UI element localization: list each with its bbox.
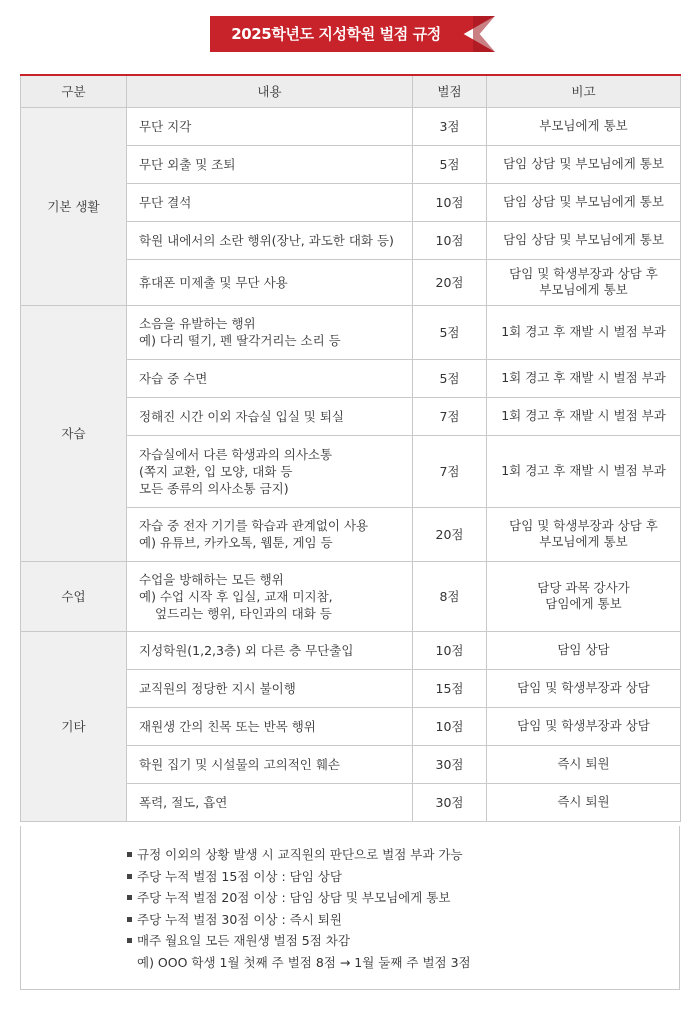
rule-content-line: 예) 수업 시작 후 입실, 교재 미지참, [139,588,333,604]
rule-content: 학원 집기 및 시설물의 고의적인 훼손 [127,745,413,783]
rule-content: 정해진 시간 이외 자습실 입실 및 퇴실 [127,397,413,435]
table-row [21,631,681,669]
header-category: 구분 [21,75,127,107]
rule-points: 10점 [413,183,487,221]
rule-points: 7점 [413,397,487,435]
square-bullet-icon [127,874,132,879]
rule-points: 5점 [413,305,487,359]
header-remarks: 비고 [487,75,681,107]
rule-content: 지성학원(1,2,3층) 외 다른 층 무단출입 [127,631,413,669]
rule-remarks: 부모님에게 통보 [487,107,681,145]
note-text: 규정 이외의 상황 발생 시 교직원의 판단으로 벌점 부과 가능 [137,847,463,862]
rule-content: 무단 지각 [127,107,413,145]
rule-points: 30점 [413,783,487,821]
rule-remarks: 담임 및 학생부장과 상담 [487,669,681,707]
rule-points: 5점 [413,145,487,183]
note-item [127,866,471,888]
title-ribbon [210,16,495,52]
rule-content-cell [127,507,413,561]
note-item [127,909,471,931]
note-item [127,844,471,866]
rule-remarks: 담임 및 학생부장과 상담 [487,707,681,745]
rule-points: 10점 [413,707,487,745]
header-content: 내용 [127,75,413,107]
rule-points: 8점 [413,561,487,631]
rule-remarks: 즉시 퇴원 [487,745,681,783]
square-bullet-icon [127,895,132,900]
rule-remarks: 담임 상담 및 부모님에게 통보 [487,221,681,259]
rule-content: 폭력, 절도, 흡연 [127,783,413,821]
rule-content-cell [127,561,413,631]
square-bullet-icon [127,852,132,857]
rule-points: 5점 [413,359,487,397]
rule-content: 자습실에서 다른 학생과의 의사소통 (쪽지 교환, 입 모양, 대화 등 모든 종류의 의사소통 금지) [139,446,333,496]
notes-list [127,844,471,973]
square-bullet-icon [127,917,132,922]
rule-remarks-cell [487,561,681,631]
rule-content-line: 엎드리는 행위, 타인과의 대화 등 [155,605,332,621]
rule-content: 학원 내에서의 소란 행위(장난, 과도한 대화 등) [127,221,413,259]
notes-box [20,826,680,990]
ribbon-notch [473,16,495,52]
rule-remarks: 1회 경고 후 재발 시 벌점 부과 [487,305,681,359]
rule-remarks: 1회 경고 후 재발 시 벌점 부과 [487,435,681,507]
rule-content: 소음을 유발하는 행위 예) 다리 떨기, 펜 딸각거리는 소리 등 [139,316,341,348]
rule-remarks-cell [487,507,681,561]
note-text: 주당 누적 벌점 30점 이상 : 즉시 퇴원 [137,911,342,927]
rule-remarks: 담임 및 학생부장과 상담 후 부모님에게 통보 [509,518,658,549]
rule-remarks: 1회 경고 후 재발 시 벌점 부과 [487,397,681,435]
rule-points: 7점 [413,435,487,507]
rule-content: 휴대폰 미제출 및 무단 사용 [127,259,413,305]
note-item [127,887,471,909]
penalty-table [20,74,681,822]
square-bullet-icon [127,938,132,943]
rule-remarks: 담임 상담 및 부모님에게 통보 [487,145,681,183]
note-example: 예) OOO 학생 1월 첫째 주 벌점 8점 → 1월 둘째 주 벌점 3점 [137,954,471,970]
rule-content: 교직원의 정당한 지시 불이행 [127,669,413,707]
rule-content: 무단 외출 및 조퇴 [127,145,413,183]
rule-points: 30점 [413,745,487,783]
rule-points: 15점 [413,669,487,707]
rule-remarks: 담임 및 학생부장과 상담 후 부모님에게 통보 [509,266,658,297]
category-basic-life: 기본 생활 [21,107,127,305]
rule-remarks-cell [487,259,681,305]
page-title: 2025학년도 지성학원 벌점 규정 [231,25,441,43]
header-points: 벌점 [413,75,487,107]
note-text: 매주 월요일 모든 재원생 벌점 5점 차감 [137,933,350,948]
rule-points: 20점 [413,259,487,305]
table-row [21,561,681,631]
rule-remarks: 즉시 퇴원 [487,783,681,821]
rule-content-line: 수업을 방해하는 모든 행위 [139,571,284,587]
rule-remarks: 1회 경고 후 재발 시 벌점 부과 [487,359,681,397]
table-row [21,107,681,145]
rule-content: 무단 결석 [127,183,413,221]
rule-content-cell [127,435,413,507]
table-header-row [21,75,681,107]
note-item [127,930,471,952]
category-other: 기타 [21,631,127,821]
rule-remarks: 담임 상담 및 부모님에게 통보 [487,183,681,221]
rule-points: 10점 [413,631,487,669]
rule-remarks: 담당 과목 강사가 담임에게 통보 [537,580,630,611]
note-text: 주당 누적 벌점 20점 이상 : 담임 상담 및 부모님에게 통보 [137,890,451,905]
rule-content-cell [127,305,413,359]
rule-content: 재원생 간의 친목 또는 반목 행위 [127,707,413,745]
rule-content: 자습 중 전자 기기를 학습과 관계없이 사용 예) 유튜브, 카카오톡, 웹툰, 게임 등 [139,518,369,550]
rule-points: 20점 [413,507,487,561]
note-text: 주당 누적 벌점 15점 이상 : 담임 상담 [137,868,342,884]
category-self-study: 자습 [21,305,127,561]
table-row [21,305,681,359]
category-class: 수업 [21,561,127,631]
rule-content: 자습 중 수면 [127,359,413,397]
rule-remarks: 담임 상담 [487,631,681,669]
rule-points: 3점 [413,107,487,145]
rule-points: 10점 [413,221,487,259]
